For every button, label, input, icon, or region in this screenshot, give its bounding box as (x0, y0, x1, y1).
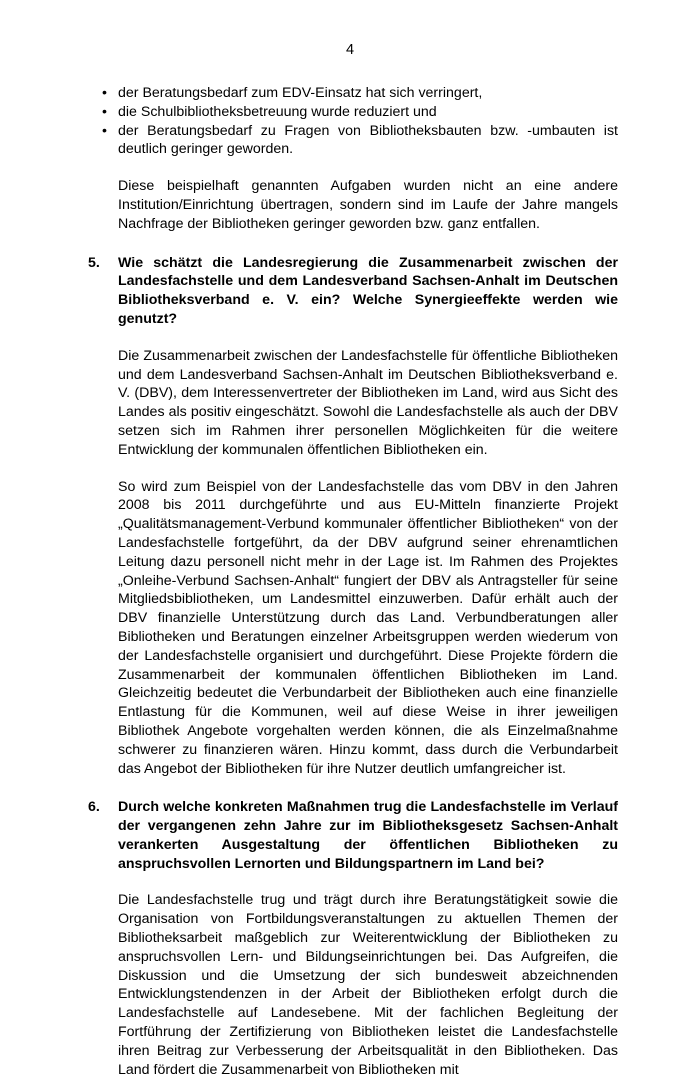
question-section-5 (88, 254, 618, 779)
page-number: 4 (345, 42, 355, 58)
list-item (102, 122, 618, 160)
bullet-text: die Schulbibliotheksbetreuung wurde reduziert und (118, 103, 437, 120)
answer-paragraph: So wird zum Beispiel von der Landesfachstelle das vom DBV in den Jahren 2008 bis 2011 durchgeführte und aus EU-Mitteln finanzierte Projekt „Qualitätsmanagement-Verbund kommunaler öffentlicher Bibliotheken“ von der Landesfachstelle fortgeführt, da der DBV aufgrund seiner ehrenamtlichen Leitung dazu personell nicht mehr in der Lage ist. Im Rahmen des Projektes „Onleihe-Verbund Sachsen-Anhalt“ fungiert der DBV als Antragsteller für seine Mitgliedsbibliotheken, um Landesmittel einzuwerben. Dafür erhält auch der DBV finanzielle Unterstützung durch das Land. Verbundberatungen aller Bibliotheken und Beratungen einzelner Arbeitsgruppen werden wiederum von der Landesfachstelle organisiert und durchgeführt. Diese Projekte fördern die Zusammenarbeit der kommunalen öffentlichen Bibliotheken im Land. Gleichzeitig bedeutet die Verbundarbeit der Bibliotheken auch eine finanzielle Entlastung für die Kommunen, weil auf diese Weise in ihrer jeweiligen Bibliothek Angebote vorgehalten werden können, die als Einzelmaßnahme schwerer zu finanzieren wären. Hinzu kommt, dass durch die Verbundarbeit das Angebot der Bibliotheken für ihre Nutzer deutlich umfangreicher ist. (118, 478, 618, 777)
answer-paragraph: Die Zusammenarbeit zwischen der Landesfachstelle für öffentliche Bibliotheken und dem Landesverband Sachsen-Anhalt im Deutschen Bibliotheksverband e. V. (DBV), dem Interessenvertreter der Bibliotheken im Land, wird aus Sicht des Landes als positiv eingeschätzt. Sowohl die Landesfachstelle als auch der DBV setzen sich im Rahmen ihrer personellen Möglichkeiten für die weitere Entwicklung der kommunalen öffentlichen Bibliotheken ein. (118, 347, 618, 458)
question-section-6 (88, 798, 618, 1079)
question-number: 5. (88, 254, 100, 271)
question-heading (88, 798, 618, 873)
question-text: Wie schätzt die Landesregierung die Zusammenarbeit zwischen der Landesfachstelle und dem Landesverband Sachsen-Anhalt im Deutschen Bibliotheksverband e. V. ein? Welche Synergieeffekte werden wie genutzt? (118, 254, 618, 327)
page-body (88, 84, 618, 1079)
bullet-text: der Beratungsbedarf zum EDV-Einsatz hat sich verringert, (118, 85, 483, 101)
bullet-icon: • (102, 122, 107, 139)
question-heading (88, 254, 618, 329)
question-text: Durch welche konkreten Maßnahmen trug die Landesfachstelle im Verlauf der vergangenen zehn Jahre zur im Bibliotheksgesetz Sachsen-Anhalt verankerten Ausgestaltung der öffentlichen Bibliotheken zu anspruchsvollen Lernorten und Bildungspartnern im Land bei? (118, 799, 618, 872)
list-item (102, 103, 618, 122)
bullet-icon: • (102, 103, 107, 120)
question-number: 6. (88, 799, 100, 816)
answer-paragraph: Die Landesfachstelle trug und trägt durch ihre Beratungstätigkeit sowie die Organisation von Fortbildungsveranstaltungen zu aktuellen Themen der Bibliotheksarbeit maßgeblich zur Weiterentwicklung der Bibliotheken zu anspruchsvollen Lern- und Bildungseinrichtungen bei. Das Aufgreifen, die Diskussion und die Umsetzung der sich bundesweit abzeichnenden Entwicklungstendenzen in der Arbeit der Bibliotheken erfolgt durch die Landesfachstelle auf Landesebene. Mit der fachlichen Begleitung der Fortführung der Zertifizierung von Bibliotheken leistet die Landesfachstelle ihren Beitrag zur Verbesserung der Arbeitsqualität in den Bibliotheken. Das Land fördert die Zusammenarbeit von Bibliotheken mit (118, 892, 618, 1078)
intro-paragraph: Diese beispielhaft genannten Aufgaben wurden nicht an eine andere Institution/Einrichtung übertragen, sondern sind im Laufe der Jahre mangels Nachfrage der Bibliotheken geringer geworden bzw. ganz entfallen. (118, 178, 618, 232)
bullet-text: der Beratungsbedarf zu Fragen von Bibliotheksbauten bzw. -umbauten ist deutlich geringer geworden. (118, 122, 618, 158)
bullet-icon: • (102, 85, 107, 101)
bullet-list (88, 84, 618, 159)
list-item (102, 84, 618, 103)
